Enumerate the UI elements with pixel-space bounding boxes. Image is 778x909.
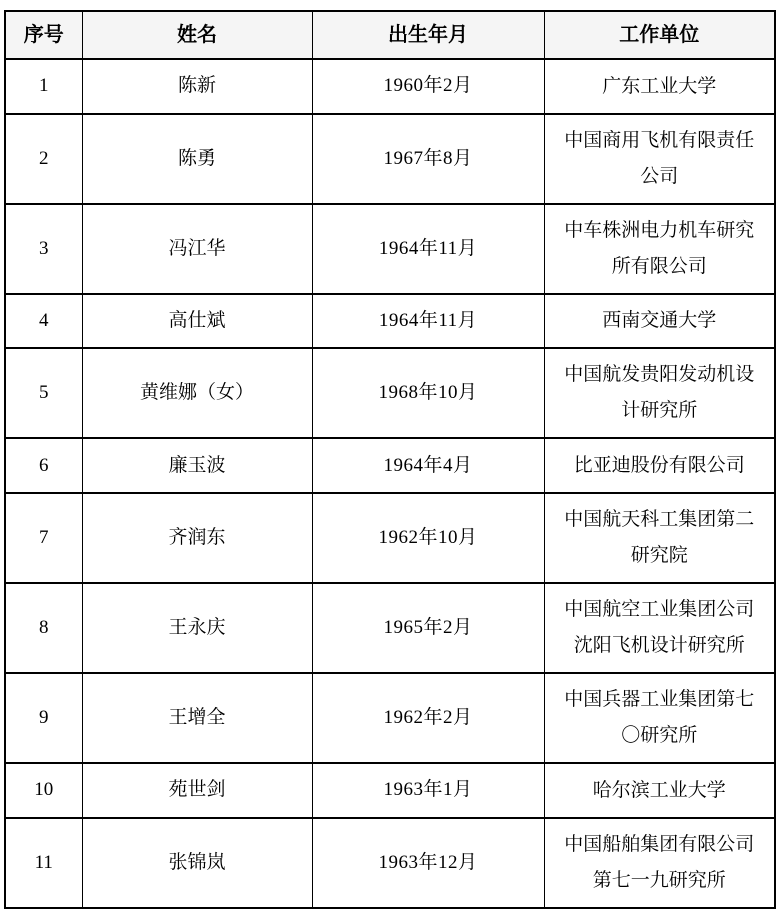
cell-serial: 2 <box>5 114 82 204</box>
cell-work-unit <box>544 204 775 294</box>
cell-serial: 8 <box>5 583 82 673</box>
cell-birth-date: 1963年12月 <box>312 818 544 908</box>
cell-serial: 1 <box>5 59 82 114</box>
cell-name: 冯江华 <box>82 204 312 294</box>
table-row <box>5 673 775 763</box>
cell-birth-date: 1962年10月 <box>312 493 544 583</box>
cell-serial: 3 <box>5 204 82 294</box>
cell-name: 廉玉波 <box>82 438 312 493</box>
cell-name: 王永庆 <box>82 583 312 673</box>
cell-birth-date: 1964年11月 <box>312 204 544 294</box>
cell-name: 张锦岚 <box>82 818 312 908</box>
header-cell-work-unit: 工作单位 <box>544 11 775 59</box>
cell-serial: 6 <box>5 438 82 493</box>
table-row <box>5 204 775 294</box>
header-cell-serial: 序号 <box>5 11 82 59</box>
work-unit-text: 中国商用飞机有限责任公司 <box>564 129 755 187</box>
cell-work-unit <box>544 673 775 763</box>
cell-work-unit <box>544 114 775 204</box>
cell-birth-date: 1964年11月 <box>312 294 544 349</box>
cell-name: 黄维娜（女） <box>82 348 312 438</box>
cell-work-unit <box>544 348 775 438</box>
cell-work-unit <box>544 438 775 493</box>
cell-work-unit <box>544 818 775 908</box>
work-unit-text: 比亚迪股份有限公司 <box>573 454 745 476</box>
cell-serial: 5 <box>5 348 82 438</box>
work-unit-text: 中国航天科工集团第二研究院 <box>564 508 755 566</box>
work-unit-text: 西南交通大学 <box>602 310 717 332</box>
work-unit-text: 广东工业大学 <box>602 75 717 97</box>
cell-serial: 9 <box>5 673 82 763</box>
work-unit-text: 中国兵器工业集团第七〇研究所 <box>564 688 755 746</box>
cell-birth-date: 1968年10月 <box>312 348 544 438</box>
personnel-table <box>4 10 776 909</box>
table-row <box>5 493 775 583</box>
table-row <box>5 583 775 673</box>
cell-name: 齐润东 <box>82 493 312 583</box>
cell-name: 陈新 <box>82 59 312 114</box>
table-row <box>5 114 775 204</box>
table-row <box>5 294 775 349</box>
header-cell-birth-date: 出生年月 <box>312 11 544 59</box>
cell-serial: 11 <box>5 818 82 908</box>
cell-serial: 10 <box>5 763 82 818</box>
table-row <box>5 438 775 493</box>
cell-birth-date: 1962年2月 <box>312 673 544 763</box>
cell-serial: 4 <box>5 294 82 349</box>
cell-work-unit <box>544 493 775 583</box>
work-unit-text: 中国航发贵阳发动机设计研究所 <box>564 364 755 422</box>
cell-birth-date: 1967年8月 <box>312 114 544 204</box>
cell-name: 王增全 <box>82 673 312 763</box>
cell-birth-date: 1963年1月 <box>312 763 544 818</box>
work-unit-text: 中车株洲电力机车研究所有限公司 <box>564 219 755 277</box>
table-row <box>5 348 775 438</box>
work-unit-text: 哈尔滨工业大学 <box>592 779 726 801</box>
cell-birth-date: 1965年2月 <box>312 583 544 673</box>
table-row <box>5 818 775 908</box>
table-row <box>5 59 775 114</box>
work-unit-text: 中国航空工业集团公司沈阳飞机设计研究所 <box>564 598 755 656</box>
cell-work-unit <box>544 763 775 818</box>
cell-work-unit <box>544 583 775 673</box>
cell-name: 苑世剑 <box>82 763 312 818</box>
work-unit-text: 中国船舶集团有限公司第七一九研究所 <box>564 833 755 891</box>
cell-name: 高仕斌 <box>82 294 312 349</box>
cell-name: 陈勇 <box>82 114 312 204</box>
cell-birth-date: 1960年2月 <box>312 59 544 114</box>
cell-serial: 7 <box>5 493 82 583</box>
header-cell-name: 姓名 <box>82 11 312 59</box>
table-row <box>5 763 775 818</box>
cell-birth-date: 1964年4月 <box>312 438 544 493</box>
cell-work-unit <box>544 59 775 114</box>
header-row <box>5 11 775 59</box>
cell-work-unit <box>544 294 775 349</box>
